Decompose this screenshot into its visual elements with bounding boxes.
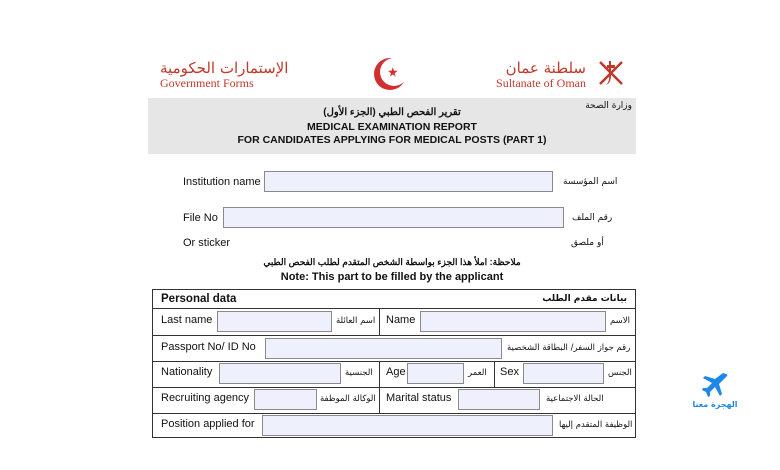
passport-label-ar: رقم جواز السفر/ البطاقة الشخصية <box>507 343 631 353</box>
institution-input[interactable] <box>264 171 553 192</box>
name-label-ar: الاسم <box>610 316 630 326</box>
note-en: Note: This part to be filled by the applicant <box>280 271 504 283</box>
last-name-label: Last name <box>161 314 213 326</box>
sultanate-en: Sultanate of Oman <box>496 76 586 90</box>
col-divider <box>379 308 380 335</box>
recruiting-agency-label-ar: الوكالة الموظفة <box>320 394 376 404</box>
file-no-input[interactable] <box>223 207 564 228</box>
watermark-text: الهجرة معنا <box>692 400 738 409</box>
last-name-input[interactable] <box>217 311 332 332</box>
oman-khanjar-emblem-icon <box>594 56 628 90</box>
personal-data-title: Personal data <box>161 293 237 305</box>
title-band <box>148 98 636 154</box>
position-label-ar: الوظيفة المتقدم إليها <box>559 420 633 430</box>
name-input[interactable] <box>420 311 606 332</box>
row-divider <box>153 387 635 388</box>
personal-data-table <box>152 289 636 438</box>
watermark-logo <box>690 370 740 409</box>
nationality-label: Nationality <box>161 366 213 378</box>
age-label: Age <box>386 366 406 378</box>
row-divider <box>153 335 635 336</box>
passport-input[interactable] <box>265 338 502 359</box>
file-no-label-ar: رقم الملف <box>572 213 613 223</box>
airplane-icon <box>690 370 740 400</box>
institution-label: Institution name <box>183 176 261 188</box>
nationality-input[interactable] <box>219 363 341 384</box>
form-header <box>148 48 636 98</box>
name-label: Name <box>386 314 416 326</box>
marital-status-input[interactable] <box>458 389 540 410</box>
row-divider <box>153 361 635 362</box>
row-divider <box>153 308 635 309</box>
sex-label: Sex <box>500 366 519 378</box>
red-crescent-emblem-icon <box>370 54 410 94</box>
sultanate-ar: سلطنة عمان <box>505 59 586 77</box>
title-ar: تقرير الفحص الطبي (الجزء الأول) <box>323 107 461 118</box>
row-divider <box>153 413 635 414</box>
sex-label-ar: الجنس <box>608 368 632 378</box>
marital-status-label: Marital status <box>386 392 452 404</box>
institution-label-ar: اسم المؤسسة <box>563 177 618 187</box>
title-en-line2: FOR CANDIDATES APPLYING FOR MEDICAL POSTS (PART 1) <box>237 134 547 146</box>
note-ar: ملاحظة: املأ هذا الجزء بواسطة الشخص المتقدم لطلب الفحص الطبي <box>263 257 521 267</box>
recruiting-agency-input[interactable] <box>254 389 317 410</box>
note-block <box>148 257 636 283</box>
recruiting-agency-label: Recruiting agency <box>161 392 250 404</box>
nationality-label-ar: الجنسية <box>345 368 373 378</box>
government-forms-en: Government Forms <box>160 76 254 90</box>
age-input[interactable] <box>407 363 464 384</box>
government-forms-ar: الإستمارات الحكومية <box>160 59 289 77</box>
government-forms-brand <box>160 60 288 90</box>
sticker-label-ar: أو ملصق <box>571 238 604 248</box>
last-name-label-ar: اسم العائلة <box>336 316 376 326</box>
position-label: Position applied for <box>161 418 255 430</box>
position-input[interactable] <box>262 415 553 436</box>
col-divider <box>494 361 495 387</box>
marital-status-label-ar: الحالة الاجتماعية <box>546 394 604 404</box>
sticker-label: Or sticker <box>183 237 231 249</box>
sultanate-brand <box>496 60 586 90</box>
file-no-label: File No <box>183 212 218 224</box>
col-divider <box>379 361 380 387</box>
title-en-line1: MEDICAL EXAMINATION REPORT <box>307 121 477 133</box>
age-label-ar: العمر <box>468 368 487 378</box>
personal-data-title-ar: بيانات مقدم الطلب <box>542 294 627 304</box>
col-divider <box>379 387 380 413</box>
sex-input[interactable] <box>523 363 604 384</box>
ministry-label: وزارة الصحة <box>585 101 632 111</box>
passport-label: Passport No/ ID No <box>161 341 256 353</box>
